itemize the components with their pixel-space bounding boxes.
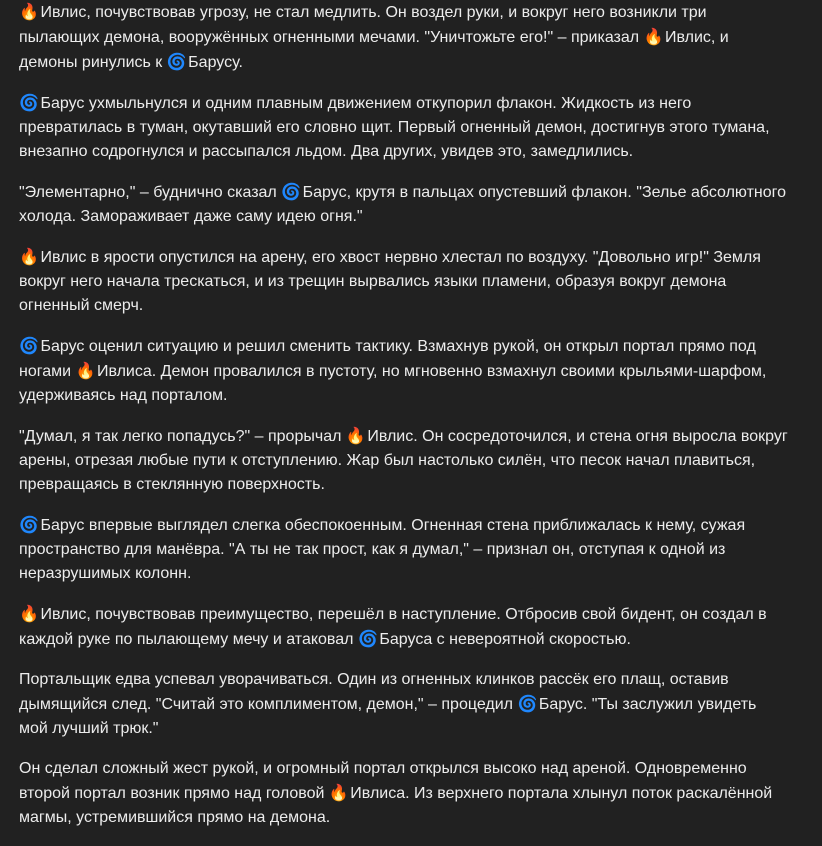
cyclone-icon: 🌀	[517, 694, 538, 713]
fire-icon: 🔥	[75, 361, 96, 380]
paragraph-text: Барус оценил ситуацию и решил сменить тактику. Взмахнув рукой, он открыл портал прямо под ногами	[19, 338, 756, 380]
cyclone-icon: 🌀	[19, 515, 39, 534]
fire-icon: 🔥	[328, 783, 349, 802]
paragraph-text: Ивлиса. Демон провалился в пустоту, но мгновенно взмахнул своими крыльями-шарфом, удерживаясь над порталом.	[19, 363, 767, 404]
paragraph-text: Барус впервые выглядел слегка обеспокоенным. Огненная стена приближалась к нему, сужая пространство для манёвра. "А ты не так прост, как я думал," – признал он, отступая к одной из неразрушимых колонн.	[19, 517, 746, 582]
paragraph-text: Ивлис, почувствовав преимущество, перешёл в наступление. Отбросив свой бидент, он создал в каждой руке по пылающему мечу и атаковал	[19, 606, 767, 648]
fire-icon: 🔥	[345, 426, 366, 445]
story-paragraph	[19, 668, 789, 741]
story-paragraph	[19, 334, 789, 408]
story-paragraph	[19, 602, 789, 652]
paragraph-text: Барусу.	[183, 54, 243, 71]
paragraph-text: Ивлиса. Из верхнего портала хлынул поток раскалённой магмы, устремившийся прямо на демона.	[19, 785, 773, 826]
cyclone-icon: 🌀	[19, 93, 39, 112]
story-paragraph	[19, 0, 789, 75]
paragraph-text: Барус. "Ты заслужил увидеть мой лучший трюк."	[19, 696, 757, 737]
story-paragraph	[19, 513, 789, 586]
fire-icon: 🔥	[19, 2, 39, 21]
fire-icon: 🔥	[643, 27, 664, 46]
paragraph-text: "Элементарно," – буднично сказал	[19, 184, 282, 201]
story-paragraph	[19, 245, 789, 318]
fire-icon: 🔥	[19, 247, 39, 266]
paragraph-text: Портальщик едва успевал уворачиваться. Один из огненных клинков рассёк его плащ, оставив дымящийся след. "Считай это комплиментом, демон," – процедил	[19, 671, 729, 713]
cyclone-icon: 🌀	[281, 182, 302, 201]
cyclone-icon: 🌀	[19, 336, 39, 355]
story-text	[19, 0, 789, 846]
paragraph-text: "Думал, я так легко попадусь?" – прорычал	[19, 428, 346, 445]
story-paragraph	[19, 91, 789, 164]
story-paragraph	[19, 424, 789, 497]
cyclone-icon: 🌀	[357, 629, 378, 648]
cyclone-icon: 🌀	[166, 52, 187, 71]
paragraph-text: Барус ухмыльнулся и одним плавным движением откупорил флакон. Жидкость из него превратилась в туман, окутавший его словно щит. Первый огненный демон, достигнув этого тумана, внезапно содрогнулся и рассыпался льдом. Два других, увидев это, замедлились.	[19, 95, 770, 160]
paragraph-text: Ивлис в ярости опустился на арену, его хвост нервно хлестал по воздуху. "Довольно игр!" Земля вокруг него начала трескаться, и из трещин вырвались языки пламени, образуя вокруг демона огненный смерч.	[19, 249, 761, 314]
paragraph-text: Барус, крутя в пальцах опустевший флакон. "Зелье абсолютного холода. Замораживает даже саму идею огня."	[19, 184, 787, 225]
paragraph-text: Он сделал сложный жест рукой, и огромный портал открылся высоко над ареной. Одновременно второй портал возник прямо над головой	[19, 760, 747, 802]
fire-icon: 🔥	[19, 604, 39, 623]
paragraph-text: Баруса с невероятной скоростью.	[374, 631, 631, 648]
paragraph-text: Ивлис, и демоны ринулись к	[19, 29, 729, 71]
paragraph-text: Ивлис, почувствовав угрозу, не стал медлить. Он воздел руки, и вокруг него возникли три пылающих демона, вооружённых огненными мечами. "Уничтожьте его!" – приказал	[19, 4, 707, 46]
story-paragraph	[19, 757, 789, 830]
story-paragraph	[19, 180, 789, 229]
paragraph-text: Ивлис. Он сосредоточился, и стена огня выросла вокруг арены, отрезая любые пути к отступлению. Жар был настолько силён, что песок начал плавиться, превращаясь в стеклянную поверхность.	[19, 428, 788, 493]
